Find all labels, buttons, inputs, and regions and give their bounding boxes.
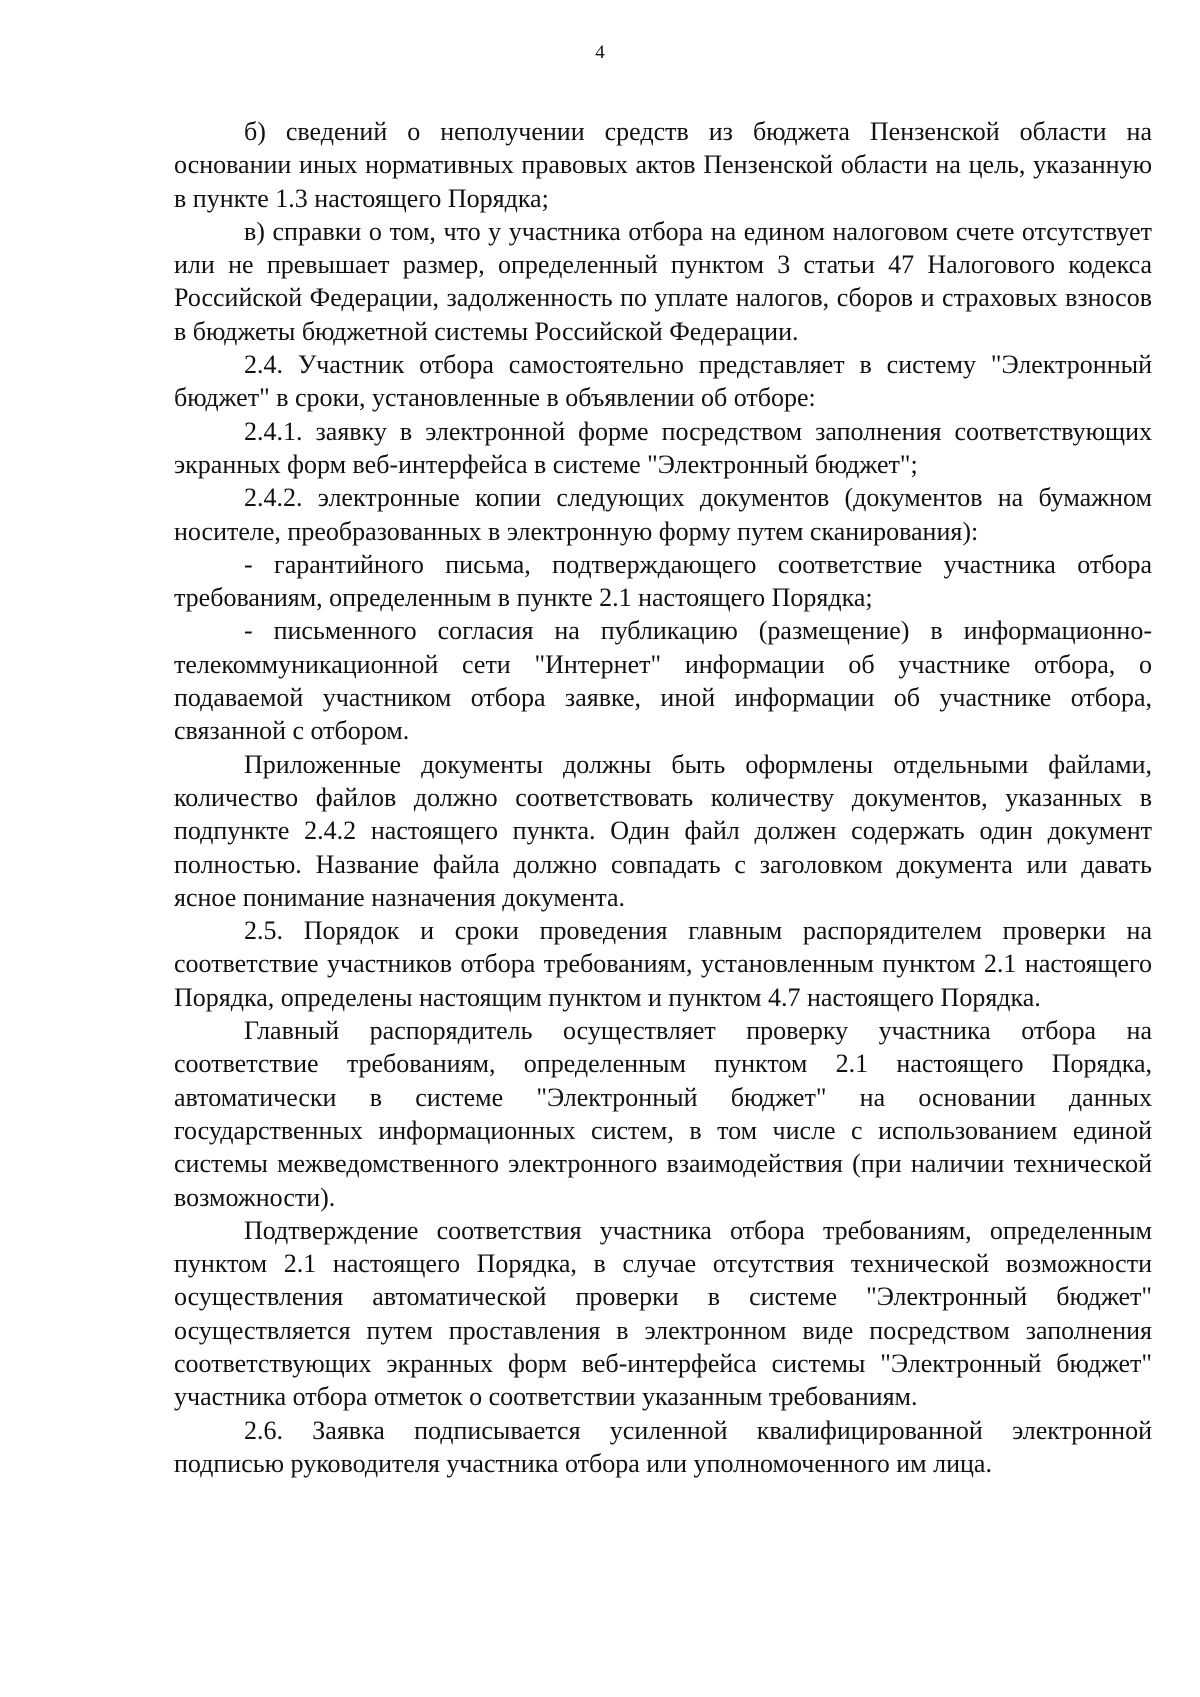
- paragraph-2-5: 2.5. Порядок и сроки проведения главным распорядителем проверки на соответствие участников отбора требованиям, установленным пунктом 2.1 настоящего Порядка, определены настоящим пунктом и пунктом 4.7 настоящего Порядка.: [174, 916, 1152, 1012]
- paragraph-main-manager-check: Главный распорядитель осуществляет проверку участника отбора на соответствие требованиям, определенным пунктом 2.1 настоящего Порядка, автоматически в системе "Электронный бюджет" на основании данных государственных информационных систем, в том числе с использованием единой системы межведомственного электронного взаимодействия (при наличии технической возможности).: [174, 1016, 1152, 1212]
- paragraph-2-4-2: 2.4.2. электронные копии следующих документов (документов на бумажном носителе, преобразованных в электронную форму путем сканирования):: [174, 483, 1152, 546]
- document-body: [174, 115, 1152, 1480]
- paragraph-2-4-1: 2.4.1. заявку в электронной форме посредством заполнения соответствующих экранных форм веб-интерфейса в системе "Электронный бюджет";: [174, 416, 1152, 479]
- page-number: 4: [595, 42, 605, 63]
- paragraph-2-6: 2.6. Заявка подписывается усиленной квалифицированной электронной подписью руководителя участника отбора или уполномоченного им лица.: [174, 1415, 1152, 1478]
- list-item-guarantee-letter: - гарантийного письма, подтверждающего соответствие участника отбора требованиям, определенным в пункте 2.1 настоящего Порядка;: [174, 549, 1152, 613]
- list-item-publication-consent: - письменного согласия на публикацию (размещение) в информационно-телекоммуникационной сети "Интернет" информации об участнике отбора, о подаваемой участником отбора заявке, иной информации об участнике отбора, связанной с отбором.: [174, 616, 1152, 746]
- paragraph-2-4: 2.4. Участник отбора самостоятельно представляет в систему "Электронный бюджет" в сроки, установленные в объявлении об отборе:: [174, 350, 1152, 413]
- paragraph-attached-documents: Приложенные документы должны быть оформлены отдельными файлами, количество файлов должно соответствовать количеству документов, указанных в подпункте 2.4.2 настоящего пункта. Один файл должен содержать один документ полностью. Название файла должно совпадать с заголовком документа или давать ясное понимание назначения документа.: [174, 749, 1152, 912]
- paragraph-confirmation: Подтверждение соответствия участника отбора требованиям, определенным пунктом 2.1 настоящего Порядка, в случае отсутствия технической возможности осуществления автоматической проверки в системе "Электронный бюджет" осуществляется путем проставления в электронном виде посредством заполнения соответствующих экранных форм веб-интерфейса системы "Электронный бюджет" участника отбора отметок о соответствии указанным требованиям.: [174, 1215, 1152, 1412]
- paragraph-v-tax-certificate: в) справки о том, что у участника отбора на едином налоговом счете отсутствует или не превышает размер, определенный пунктом 3 статьи 47 Налогового кодекса Российской Федерации, задолженность по уплате налогов, сборов и страховых взносов в бюджеты бюджетной системы Российской Федерации.: [174, 216, 1152, 346]
- paragraph-b-budget-info: б) сведений о неполучении средств из бюджета Пензенской области на основании иных нормативных правовых актов Пензенской области на цель, указанную в пункте 1.3 настоящего Порядка;: [174, 117, 1152, 213]
